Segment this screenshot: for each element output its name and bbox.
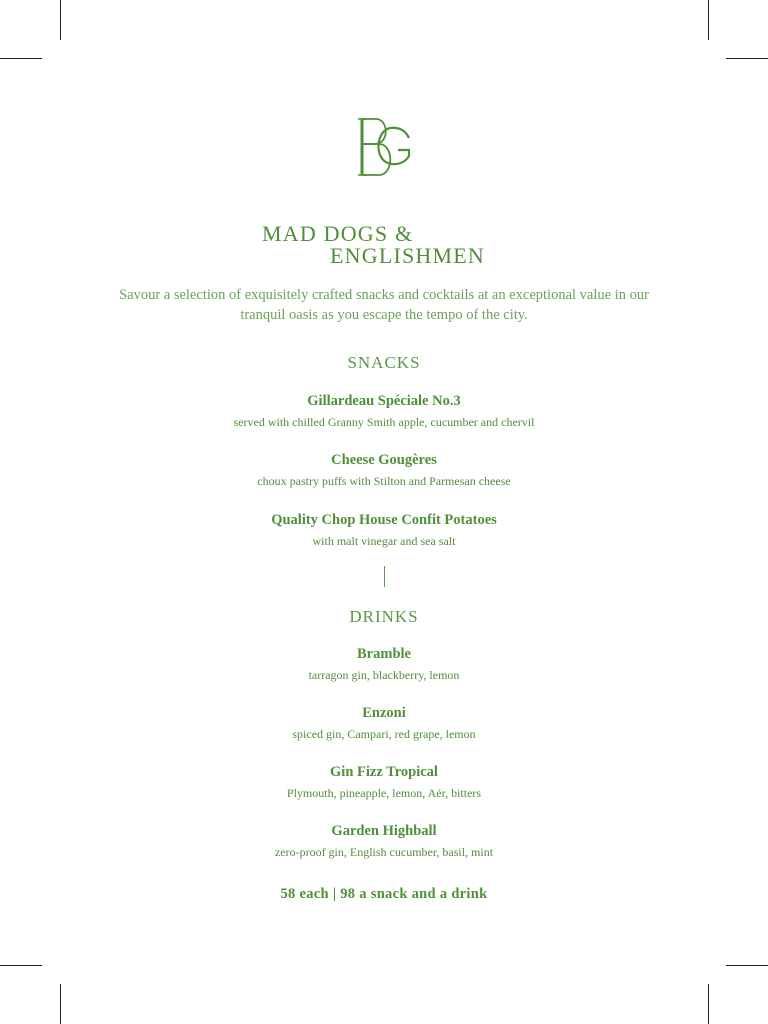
menu-item-name: Enzoni bbox=[362, 705, 406, 721]
crop-mark-top-left-vertical bbox=[60, 0, 61, 40]
title-line-1: MAD DOGS & bbox=[262, 221, 414, 246]
menu-item bbox=[0, 704, 768, 744]
menu-item bbox=[0, 451, 768, 491]
menu-item-name: Gin Fizz Tropical bbox=[330, 764, 438, 780]
intro-text: Savour a selection of exquisitely crafted snacks and cocktails at an exceptional value in our tranquil oasis as you escape the tempo of the city. bbox=[119, 287, 649, 323]
menu-item bbox=[0, 511, 768, 551]
menu-item-description: with malt vinegar and sea salt bbox=[312, 534, 456, 548]
menu-item-name: Cheese Gougères bbox=[331, 452, 437, 468]
crop-mark-top-left-horizontal bbox=[0, 58, 42, 59]
restaurant-title bbox=[262, 223, 485, 267]
menu-item-name: Garden Highball bbox=[331, 823, 437, 839]
menu-item bbox=[0, 645, 768, 685]
menu-item-name: Gillardeau Spéciale No.3 bbox=[307, 393, 461, 409]
menu-item-description: served with chilled Granny Smith apple, cucumber and chervil bbox=[233, 415, 535, 429]
section-heading-snacks: SNACKS bbox=[347, 353, 421, 372]
menu-item bbox=[0, 392, 768, 432]
price-line: 58 each | 98 a snack and a drink bbox=[280, 886, 488, 902]
menu-item-description: zero-proof gin, English cucumber, basil, mint bbox=[274, 845, 494, 859]
menu-item-description: tarragon gin, blackberry, lemon bbox=[308, 668, 460, 682]
section-heading-drinks: DRINKS bbox=[349, 607, 419, 626]
crop-mark-bottom-left-vertical bbox=[60, 984, 61, 1024]
title-line-2: ENGLISHMEN bbox=[330, 243, 485, 268]
menu-item-name: Bramble bbox=[357, 646, 411, 662]
menu-item-description: spiced gin, Campari, red grape, lemon bbox=[292, 727, 476, 741]
menu-item bbox=[0, 822, 768, 862]
crop-mark-bottom-left-horizontal bbox=[0, 965, 42, 966]
menu-item bbox=[0, 763, 768, 803]
menu-item-description: Plymouth, pineapple, lemon, Aér, bitters bbox=[286, 786, 482, 800]
crop-mark-top-right-vertical bbox=[708, 0, 709, 40]
menu-item-description: choux pastry puffs with Stilton and Parmesan cheese bbox=[257, 474, 511, 488]
crop-mark-bottom-right-vertical bbox=[708, 984, 709, 1024]
section-divider bbox=[384, 566, 385, 587]
bg-monogram-icon bbox=[352, 114, 416, 180]
crop-mark-bottom-right-horizontal bbox=[726, 965, 768, 966]
menu-item-name: Quality Chop House Confit Potatoes bbox=[271, 512, 497, 528]
crop-mark-top-right-horizontal bbox=[726, 58, 768, 59]
